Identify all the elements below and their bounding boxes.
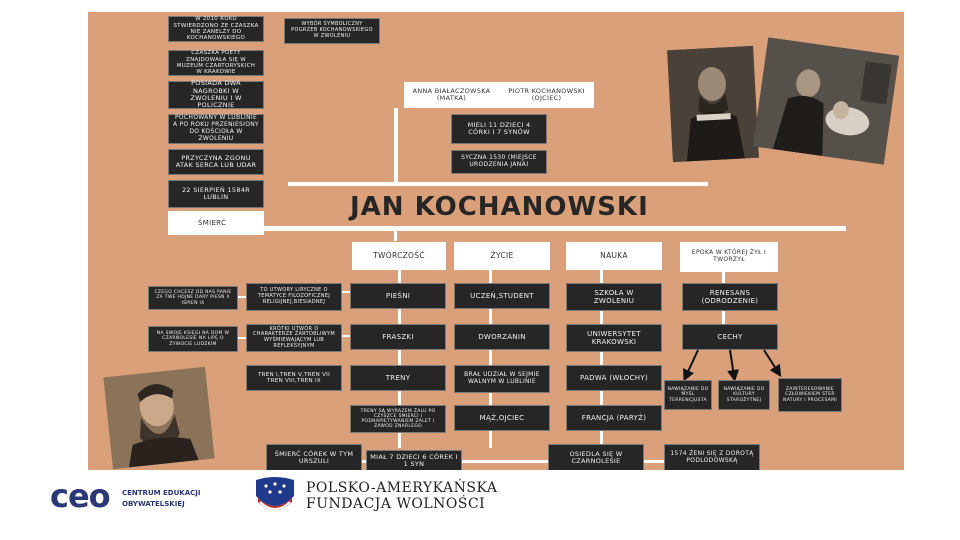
- left-fact-box: POSIADA DWA NAGROBKI W ZWOLENIU I W POLICZNIE: [168, 81, 264, 109]
- painting-image: [753, 37, 899, 164]
- bottom-item: OSIEDLA SIĘ W CZARNOLESIE: [548, 444, 644, 470]
- death-box: ŚMIERĆ: [168, 211, 264, 235]
- side-note-box: WYBÓR SYMBOLICZNY POGRZEB KOCHANOWSKIEGO W ZWOLENIU: [284, 18, 380, 44]
- tworczosc-item: TRENY: [350, 365, 446, 391]
- pafw-logo-text: [306, 480, 497, 512]
- zycie-item: UCZEŃ,STUDENT: [454, 283, 550, 309]
- portrait-drawing: [667, 46, 759, 162]
- nauka-item: UNIWERSYTET KRAKOWSKI: [566, 324, 662, 352]
- pafw-line-1: POLSKO-AMERYKAŃSKA: [306, 480, 498, 496]
- mind-map-board: [88, 12, 904, 470]
- bottom-item: ŚMIERĆ CÓREK W TYM URSZULI: [266, 444, 362, 470]
- cechy-item: ZAINTERESOWANIE CZŁOWIEKIEM STER NATURY I PROCESAMI: [778, 378, 842, 412]
- author-photo-drawing: [103, 367, 214, 469]
- zycie-item: DWORZANIN: [454, 324, 550, 350]
- bottom-item: 1574 ŻENI SIĘ Z DOROTĄ PODLODOWSKĄ: [664, 444, 760, 470]
- tworczosc-description: TO UTWORY LIRYCZNE O TEMATYCE FILOZOFICZNEJ RELIGIJNEJ,BIESIADNEJ: [246, 283, 342, 311]
- left-fact-box: PRZYCZYNA ZGONU ATAK SERCA LUB UDAR: [168, 149, 264, 175]
- tworczosc-example: NA SWOJE KSIĘGI NA DOM W CZARNOLESIE NA LIPĘ O ŻYWOCIE LUDZKIM: [148, 326, 238, 352]
- arrow: [730, 350, 734, 376]
- category-nauka: NAUKA: [566, 242, 662, 270]
- tworczosc-description: TREN I,TREN V,TREN VII TREN VIII,TREN IX: [246, 365, 342, 391]
- ceo-line-2: OBYWATELSKIEJ: [122, 500, 185, 508]
- tworczosc-item: PIEŚNI: [350, 283, 446, 309]
- parents-box: [404, 82, 594, 108]
- tworczosc-example: CZEGO CHCESZ OD NAS PANIE ZA TWE HOJNE DARY PIEŚŃ II IŚPIEŃ IX: [148, 286, 238, 310]
- author-photo: [103, 367, 214, 469]
- bottom-item: MIAŁ 7 DZIECI 6 CÓREK I 1 SYN: [366, 450, 462, 470]
- tworczosc-item: TRENY SĄ WYRAZEM ŻALU PO CZYSZCE ŚMIERCI I PODNAPIETYWANIEM ZALET I ZAWÓD ZNARLEGO: [350, 405, 446, 433]
- category-tworczosc: TWÓRCZOŚĆ: [352, 242, 446, 270]
- zycie-item: MĄŻ,OJCIEC: [454, 405, 550, 431]
- painting-drawing: [753, 37, 899, 164]
- ceo-line-1: CENTRUM EDUKACJI: [122, 489, 201, 497]
- cechy-item: NAWIĄZANIE DO MYŚL TERRENCJUSTA: [664, 380, 712, 410]
- birth-date-box: SYCZNA 1530 (MIEJSCE URODZENIA JANA): [451, 150, 547, 174]
- children-count-box: MIELI 11 DZIECI 4 CÓRKI I 7 SYNÓW: [451, 114, 547, 144]
- connector-line: [288, 182, 708, 186]
- connector-line: [394, 231, 397, 241]
- pafw-logo-icon: [254, 476, 296, 514]
- pafw-line-2: FUNDACJA WOLNOŚCI: [306, 496, 486, 512]
- portrait-image: [667, 46, 759, 162]
- nauka-item: PADWA (WŁOCHY): [566, 365, 662, 391]
- nauka-item: FRANCJA (PARYŻ): [566, 405, 662, 431]
- ceo-logo-text: [122, 488, 201, 510]
- father-label: PIOTR KOCHANOWSKI (OJCIEC): [508, 86, 585, 102]
- connector-line: [234, 226, 846, 231]
- left-fact-box: POCHOWANY W LUBLINIE A PO ROKU PRZENIESIONY DO KOŚCIOŁA W ZWOLENIU: [168, 114, 264, 144]
- left-fact-box: 22 SIERPIEŃ 1584R LUBLIN: [168, 180, 264, 208]
- ceo-logo: ceo: [50, 477, 110, 515]
- left-fact-box: CZASZKA POETY ZNAJDOWAŁA SIĘ W MUZEUM CZARTORYSKICH W KRAKOWIE: [168, 50, 264, 76]
- page-title: JAN KOCHANOWSKI: [350, 192, 649, 222]
- arrow: [686, 350, 698, 376]
- zycie-item: BRAŁ UDZIAŁ W SEJMIE WALNYM W LUBLINIE: [454, 365, 550, 393]
- left-fact-box: W 2010 ROKU STWIERDZONO ŻE CZASZKA NIE ZANELŻY DO KOCHANOWSKIEGO: [168, 16, 264, 42]
- connector-line: [394, 108, 398, 186]
- category-zycie: ŻYCIE: [454, 242, 550, 270]
- epoka-item: CECHY: [682, 324, 778, 350]
- epoka-item: RENESANS (ODRODZENIE): [682, 283, 778, 311]
- tworczosc-item: FRASZKI: [350, 324, 446, 350]
- nauka-item: SZKOŁA W ZWOLENIU: [566, 283, 662, 311]
- cechy-item: NAWIĄZANIE DO KULTURY STAROŻYTNEJ: [718, 380, 770, 410]
- mother-label: ANNA BIAŁACZOWSKA (MATKA): [412, 86, 491, 102]
- category-epoka: EPOKA W KTÓREJ ŻYŁ I TWORZYŁ: [680, 242, 778, 272]
- arrow: [764, 350, 778, 372]
- tworczosc-description: KRÓTKI UTWÓR O CHARAKTERZE ŻARTOBLIWYM WYŚMIEWAJĄCYM LUB REFLEKSYJNYM: [246, 324, 342, 352]
